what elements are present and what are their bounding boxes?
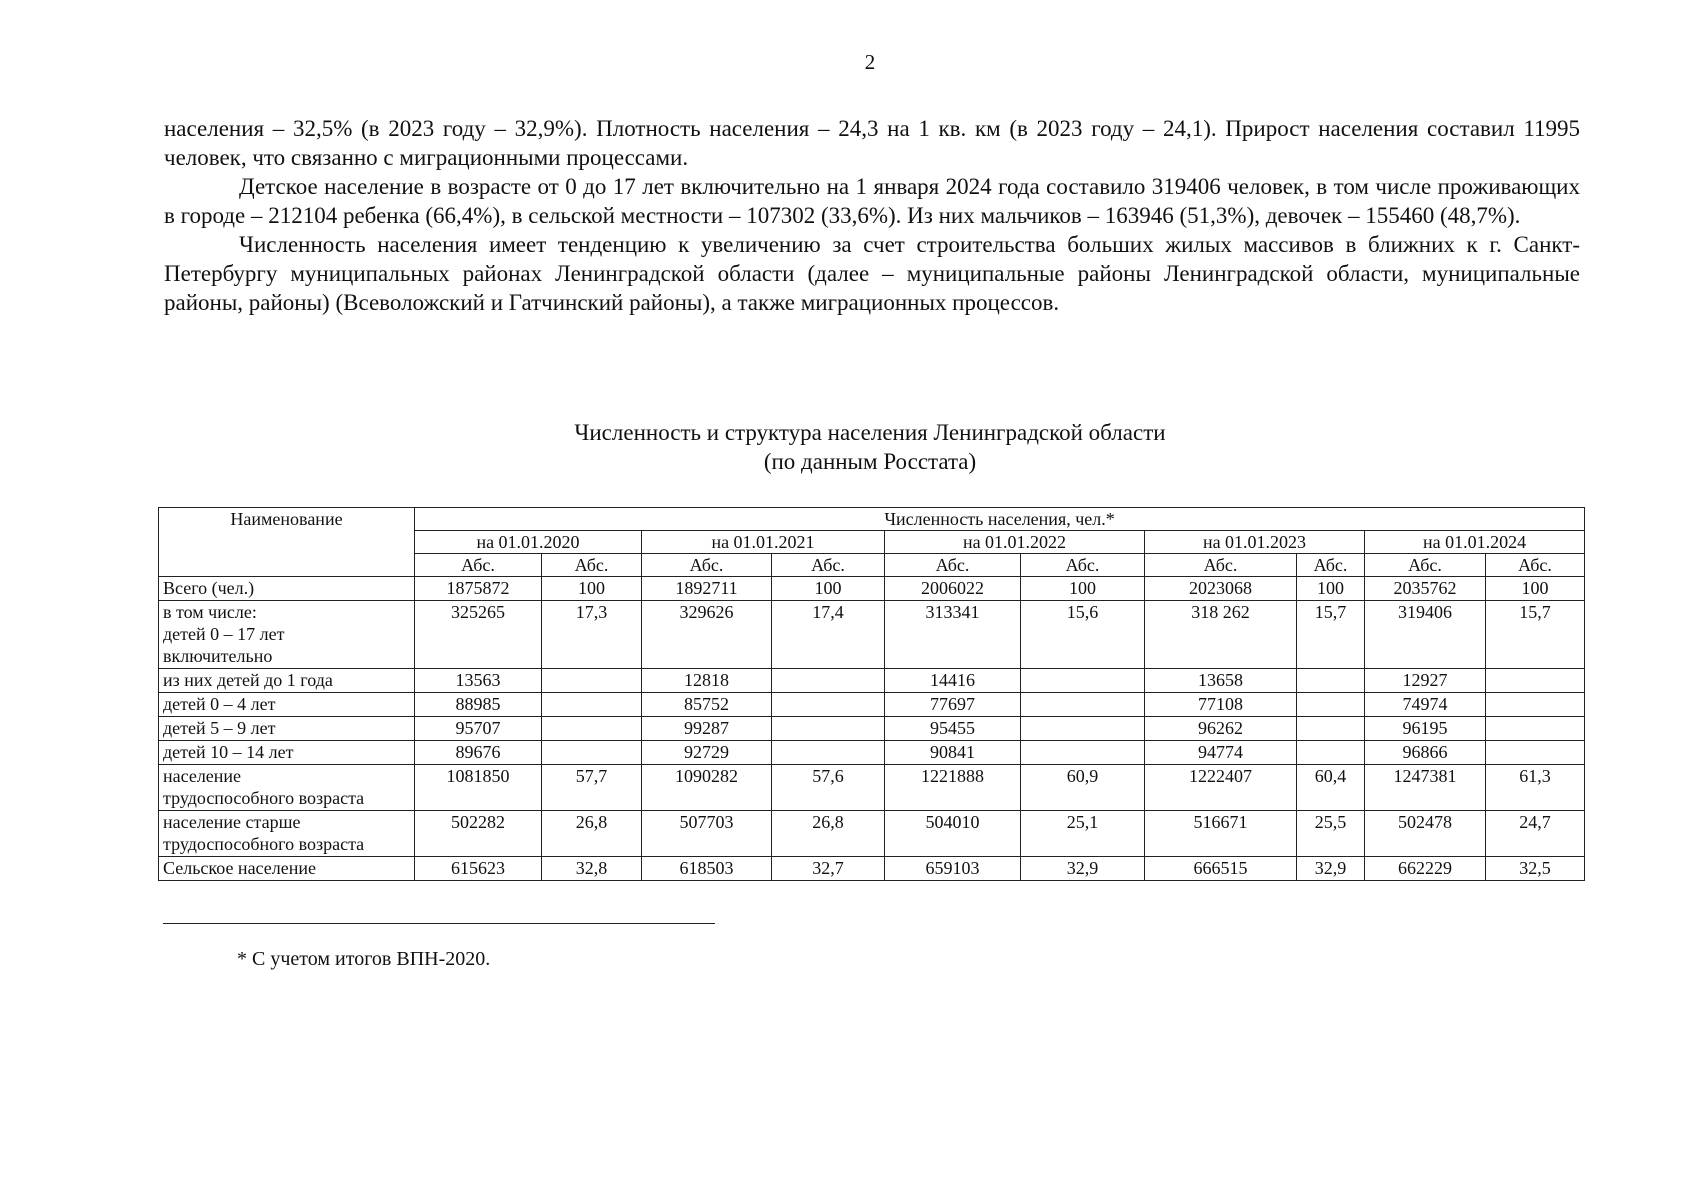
cell-share: 15,7 [1486, 601, 1585, 669]
sub-header: Абс. [415, 554, 542, 577]
table-row [159, 857, 1585, 881]
date-header: на 01.01.2020 [415, 531, 642, 554]
sub-header: Абс. [885, 554, 1021, 577]
cell-share [542, 717, 642, 741]
cell-absolute: 325265 [415, 601, 542, 669]
cell-share: 32,9 [1021, 857, 1145, 881]
cell-absolute: 85752 [642, 693, 772, 717]
cell-absolute: 2023068 [1145, 577, 1297, 601]
footnote: * С учетом итогов ВПН-2020. [237, 948, 491, 970]
cell-absolute: 89676 [415, 741, 542, 765]
cell-absolute: 13658 [1145, 669, 1297, 693]
cell-share: 25,1 [1021, 811, 1145, 857]
row-label: в том числе: детей 0 – 17 лет включительно [159, 601, 415, 669]
row-label: детей 10 – 14 лет [159, 741, 415, 765]
cell-absolute: 1081850 [415, 765, 542, 811]
cell-absolute: 319406 [1365, 601, 1486, 669]
cell-absolute: 12818 [642, 669, 772, 693]
row-label: Сельское население [159, 857, 415, 881]
cell-absolute: 504010 [885, 811, 1021, 857]
table-row [159, 601, 1585, 669]
sub-header: Абс. [1145, 554, 1297, 577]
cell-share: 25,5 [1297, 811, 1365, 857]
table-row [159, 765, 1585, 811]
row-label: детей 0 – 4 лет [159, 693, 415, 717]
cell-share [772, 693, 885, 717]
cell-share: 15,6 [1021, 601, 1145, 669]
cell-share: 60,4 [1297, 765, 1365, 811]
cell-absolute: 2035762 [1365, 577, 1486, 601]
paragraph-children: Детское население в возрасте от 0 до 17 лет включительно на 1 января 2024 года составило 319406 человек, в том числе проживающих в городе – 212104 ребенка (66,4%), в сельской местности – 107302 (33,6%). Из них мальчиков – 163946 (51,3%), девочек – 155460 (48,7%). [164, 174, 1580, 228]
cell-absolute: 74974 [1365, 693, 1486, 717]
cell-share [1021, 669, 1145, 693]
table-title-line2: (по данным Росстата) [763, 449, 977, 474]
row-label: Всего (чел.) [159, 577, 415, 601]
cell-absolute: 502282 [415, 811, 542, 857]
page-number: 2 [864, 50, 876, 74]
table-body [159, 577, 1585, 881]
cell-share [1297, 717, 1365, 741]
paragraph-trend: Численность населения имеет тенденцию к увеличению за счет строительства больших жилых массивов в ближних к г. Санкт-Петербургу муниципальных районах Ленинградской области (далее – муниципальные районы Ленинградской области, муниципальные районы, районы) (Всеволожский и Гатчинский районы), а также миграционных процессов. [164, 232, 1580, 315]
cell-share: 32,9 [1297, 857, 1365, 881]
cell-absolute: 77108 [1145, 693, 1297, 717]
cell-absolute: 615623 [415, 857, 542, 881]
cell-share: 32,5 [1486, 857, 1585, 881]
table-row [159, 669, 1585, 693]
cell-share: 17,3 [542, 601, 642, 669]
cell-share [1486, 741, 1585, 765]
cell-share [1021, 717, 1145, 741]
group-header: Численность населения, чел.* [415, 508, 1585, 531]
cell-absolute: 96866 [1365, 741, 1486, 765]
cell-share [772, 669, 885, 693]
cell-absolute: 313341 [885, 601, 1021, 669]
footnote-divider [163, 923, 715, 924]
body-text [164, 114, 1580, 317]
cell-absolute: 94774 [1145, 741, 1297, 765]
cell-share: 61,3 [1486, 765, 1585, 811]
cell-share: 17,4 [772, 601, 885, 669]
table-row [159, 693, 1585, 717]
cell-share: 100 [1297, 577, 1365, 601]
cell-share: 32,7 [772, 857, 885, 881]
cell-absolute: 2006022 [885, 577, 1021, 601]
table-header-row-1 [159, 508, 1585, 531]
population-table [158, 507, 1585, 881]
cell-share [542, 741, 642, 765]
cell-absolute: 318 262 [1145, 601, 1297, 669]
cell-share [1486, 717, 1585, 741]
cell-share: 57,7 [542, 765, 642, 811]
cell-share [542, 693, 642, 717]
cell-share: 32,8 [542, 857, 642, 881]
table-title [0, 418, 1699, 476]
sub-header: Абс. [542, 554, 642, 577]
cell-absolute: 1892711 [642, 577, 772, 601]
table-row [159, 811, 1585, 857]
sub-header: Абс. [1297, 554, 1365, 577]
paragraph-continuation: населения – 32,5% (в 2023 году – 32,9%). Плотность населения – 24,3 на 1 кв. км (в 2023 году – 24,1). Прирост населения составил 11995 человек, что связанно с миграционными процессами. [164, 116, 1580, 170]
cell-absolute: 618503 [642, 857, 772, 881]
cell-absolute: 1222407 [1145, 765, 1297, 811]
row-label: из них детей до 1 года [159, 669, 415, 693]
cell-absolute: 516671 [1145, 811, 1297, 857]
cell-absolute: 666515 [1145, 857, 1297, 881]
table-title-line1: Численность и структура населения Ленинградской области [574, 420, 1166, 445]
sub-header: Абс. [642, 554, 772, 577]
sub-header: Абс. [772, 554, 885, 577]
row-label: население трудоспособного возраста [159, 765, 415, 811]
cell-absolute: 90841 [885, 741, 1021, 765]
cell-share [1021, 693, 1145, 717]
cell-absolute: 95455 [885, 717, 1021, 741]
table-row [159, 741, 1585, 765]
date-header: на 01.01.2023 [1145, 531, 1365, 554]
cell-share: 26,8 [542, 811, 642, 857]
cell-share [1486, 693, 1585, 717]
row-label: население старше трудоспособного возраста [159, 811, 415, 857]
cell-share [1486, 669, 1585, 693]
cell-share: 24,7 [1486, 811, 1585, 857]
cell-absolute: 77697 [885, 693, 1021, 717]
cell-share [1297, 741, 1365, 765]
cell-absolute: 1221888 [885, 765, 1021, 811]
date-header: на 01.01.2021 [642, 531, 885, 554]
name-header: Наименование [159, 508, 415, 577]
cell-absolute: 95707 [415, 717, 542, 741]
cell-absolute: 1247381 [1365, 765, 1486, 811]
cell-share [542, 669, 642, 693]
cell-absolute: 507703 [642, 811, 772, 857]
cell-absolute: 99287 [642, 717, 772, 741]
cell-share [772, 717, 885, 741]
sub-header: Абс. [1486, 554, 1585, 577]
cell-share [1297, 693, 1365, 717]
cell-absolute: 12927 [1365, 669, 1486, 693]
cell-absolute: 1875872 [415, 577, 542, 601]
cell-share [1297, 669, 1365, 693]
cell-absolute: 329626 [642, 601, 772, 669]
cell-absolute: 659103 [885, 857, 1021, 881]
cell-share: 100 [1486, 577, 1585, 601]
cell-absolute: 96195 [1365, 717, 1486, 741]
cell-absolute: 1090282 [642, 765, 772, 811]
sub-header: Абс. [1365, 554, 1486, 577]
row-label: детей 5 – 9 лет [159, 717, 415, 741]
cell-absolute: 502478 [1365, 811, 1486, 857]
cell-absolute: 662229 [1365, 857, 1486, 881]
date-header: на 01.01.2022 [885, 531, 1145, 554]
table-row [159, 577, 1585, 601]
cell-absolute: 14416 [885, 669, 1021, 693]
cell-share: 100 [772, 577, 885, 601]
cell-absolute: 96262 [1145, 717, 1297, 741]
cell-share: 100 [542, 577, 642, 601]
cell-share: 26,8 [772, 811, 885, 857]
date-header: на 01.01.2024 [1365, 531, 1585, 554]
cell-share [772, 741, 885, 765]
cell-share: 60,9 [1021, 765, 1145, 811]
cell-share [1021, 741, 1145, 765]
cell-absolute: 88985 [415, 693, 542, 717]
cell-absolute: 92729 [642, 741, 772, 765]
sub-header: Абс. [1021, 554, 1145, 577]
cell-share: 15,7 [1297, 601, 1365, 669]
cell-share: 100 [1021, 577, 1145, 601]
cell-absolute: 13563 [415, 669, 542, 693]
cell-share: 57,6 [772, 765, 885, 811]
table-row [159, 717, 1585, 741]
